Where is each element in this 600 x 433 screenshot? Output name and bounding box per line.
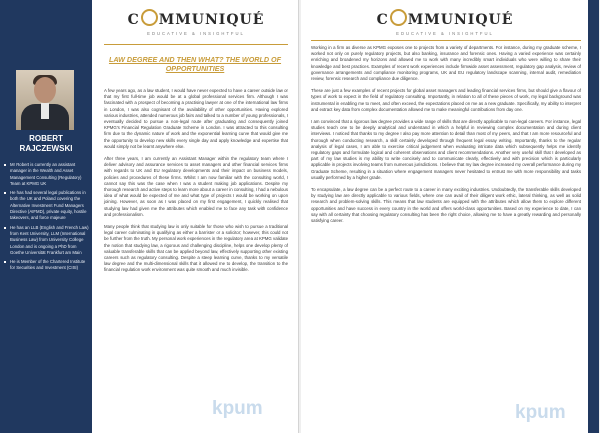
bio-item <box>4 162 90 187</box>
author-photo <box>16 70 74 130</box>
logo-wordmark <box>355 9 535 29</box>
paragraph: After three years, I am currently an Assistant Manager within the regulatory team where I deliver advisory and assurance services to asset managers and other financial services firms with regards to UK and EU regulatory developments and their impact on business models, policies and procedures of these firms. Whilst I am now familiar with the consulting world, I cannot say this was the case when I was a student making job applications. Despite my thorough research and active steps to learn more about a career in consulting, I had a nebulous idea of what would be expected of me and what type of projects I would be working on upon joining. However, as soon as I was placed on my first engagement, I quickly realised that studying law had given me the attributes which enabled me to face any task with confidence and professionalism. <box>104 156 288 217</box>
logo-tagline: EDUCATIVE & INSIGHTFUL <box>396 31 494 36</box>
bio-text: He has had several legal publications in both the UK and Poland covering the Alternative Investment Fund Managers Directive (AIFMD), private equity, hostile takeovers, and force majeure <box>10 190 87 221</box>
paragraph: These are just a few examples of recent projects for global asset managers and leading financial services firms, but should give a flavour of types of work to expect in the field of regulatory consulting. Importantly, in relation to all of these pieces of work, my legal background was instrumental in enabling me to meet, and often exceed, the expectations placed on me as a new graduate. Specifically, my ability to interpret and extract key data from complex documentation allowed me to make meaningful contributions from day one. <box>311 88 581 112</box>
bullet-icon <box>4 261 6 263</box>
bullet-icon <box>4 164 6 166</box>
bio-text: He is Member of the Chartered Institute for Securities and Investment (CISI) <box>10 259 86 271</box>
magazine-logo <box>355 9 535 36</box>
logo-letters: MMUNIQUÉ <box>407 12 514 28</box>
watermark-logo: kpum <box>212 398 263 419</box>
edge-strip <box>588 0 599 433</box>
bullet-icon <box>4 192 6 194</box>
logo-letter: C <box>376 12 389 28</box>
author-first-name: ROBERT <box>29 134 63 143</box>
logo-wordmark <box>106 9 286 29</box>
logo-letter: C <box>127 12 140 28</box>
bio-text: He has an LLB (English and French Law) from Kent University, LLM (International Business Law) from University College London and is ongoing a PhD from Goethe Universität Frankfurt am Main <box>10 224 89 255</box>
watermark-logo: kpum <box>515 402 566 423</box>
article-body-left <box>104 88 288 280</box>
page-right <box>301 0 599 433</box>
magazine-logo <box>106 9 286 36</box>
bio-text: Mr Robert is currently an assistant manager in the Wealth and Asset Management Consulting (Regulatory) Team at KPMG UK <box>10 162 82 186</box>
bullet-icon <box>4 227 6 229</box>
article-body-right <box>311 45 581 230</box>
logo-ring-icon <box>390 9 407 26</box>
paragraph: Many people think that studying law is only suitable for those who wish to pursue a traditional legal career culminating in qualifying as either a barrister or a solicitor; however, this could not be further from the truth. My personal work experiences in the regulatory area at KPMG validate the notion that studying law, a rigorous and challenging discipline, helps one develop plenty of valuable transferable skills that can be applied beyond law, effectively supporting other existing careers such as regulatory consulting. Despite a steep learning curve, thanks to my versatile law degree and the multi-dimensional skills that it allowed me to develop, the transition to the financial regulation work environment was quite smooth and much invisible. <box>104 224 288 273</box>
header-divider <box>311 40 581 41</box>
paragraph: I am convinced that a rigorous law degree provides a wide range of skills that are directly applicable to non-legal careers. For instance, legal studies teach one to be deeply analytical and understand in which a helpful in reviewing complex documentation and during client interviews. I noticed that thanks to my degree I also pay more attention to detail than most of my peers, and that I am more resourceful and thorough when conducting research, a skill certainly developed through frequent legal essay writing. Importantly, thanks to the regular analysis of legal cases, I am able to exercise critical judgement when evaluating intricate data which subsequently helps me identify regulatory gaps and formulate logical and coherent observations and client recommendations. Another very useful skill that I developed as part of my law studies is my ability to write concisely and to communicate clearly, effectively and with precision which is particularly applicable in projects involving teams from numerous jurisdictions. I believe that my law degree increased my overall performance during my Graduate Scheme, resulting in a situation where engagement managers never hesitated to entrust me with more responsibility and tasks usually performed by a higher grade. <box>311 119 581 180</box>
author-sidebar <box>0 0 92 433</box>
header-divider <box>104 44 288 45</box>
bio-item <box>4 225 90 256</box>
author-last-name: RAJCZEWSKI <box>19 144 73 153</box>
page-left <box>0 0 299 433</box>
logo-letters: MMUNIQUÉ <box>158 12 265 28</box>
paragraph: A few years ago, as a law student, I would have never expected to have a career outside law or that my first full-time job would be at a global professional services firm. Although I was fascinated with a prospect of becoming a practising lawyer at one of the international law firms in London, I was also cognisant of the availability of other opportunities. Having explored various industries, attended numerous job fairs and talked to a number of young professionals, I eventually decided to pursue a non-legal route after graduating and consequently joined KPMG's Financial Regulation Graduate Scheme in London. I was attracted to this consulting firm due to the dynamic nature of work and the exponential learning curve that would give me the opportunity to develop new skills every single day and apply knowledge and expertise that would simply not be learnt anywhere else. <box>104 88 288 149</box>
author-bio <box>4 162 90 275</box>
bio-item <box>4 259 90 272</box>
article-title: LAW DEGREE AND THEN WHAT? THE WORLD OF OPPORTUNITIES <box>108 55 282 73</box>
logo-tagline: EDUCATIVE & INSIGHTFUL <box>147 31 245 36</box>
bio-item <box>4 190 90 221</box>
paragraph: To encapsulate, a law degree can be a perfect route to a career in many exciting industries. Undoubtedly, the transferable skills developed by studying law are directly applicable to various fields, where one can avail of their diligent work ethic, lateral thinking, as well as solid research and problem-solving skills. This means that law students are equipped with the attributes which allow them to explore different opportunities and have success in every country in the world and offers world-class opportunities. Based on my experience to date, I can say with all certainty that choosing regulatory consulting has been the right choice, allowing me to have a greatly rewarding and personally satisfying career. <box>311 187 581 224</box>
author-name <box>0 134 92 154</box>
logo-ring-icon <box>141 9 158 26</box>
paragraph: Working in a firm as diverse as KPMG exposes one to projects from a variety of departments. For instance, during my graduate scheme, I worked not only on purely regulatory projects, but also banking, insurance and forensic ones. Having a varied experience was certainly enriching and broadened my horizons and allowed me to work with many incredibly smart individuals who were willing to share their knowledge and best practices. Examples of recent work experiences include firmwide asset assessment, regulatory gap analysis, review of governance arrangements and compliance monitoring programs, UK and EU regulatory landscape scanning, internal audit, remediation review, forensic research and compliance due diligence. <box>311 45 581 82</box>
